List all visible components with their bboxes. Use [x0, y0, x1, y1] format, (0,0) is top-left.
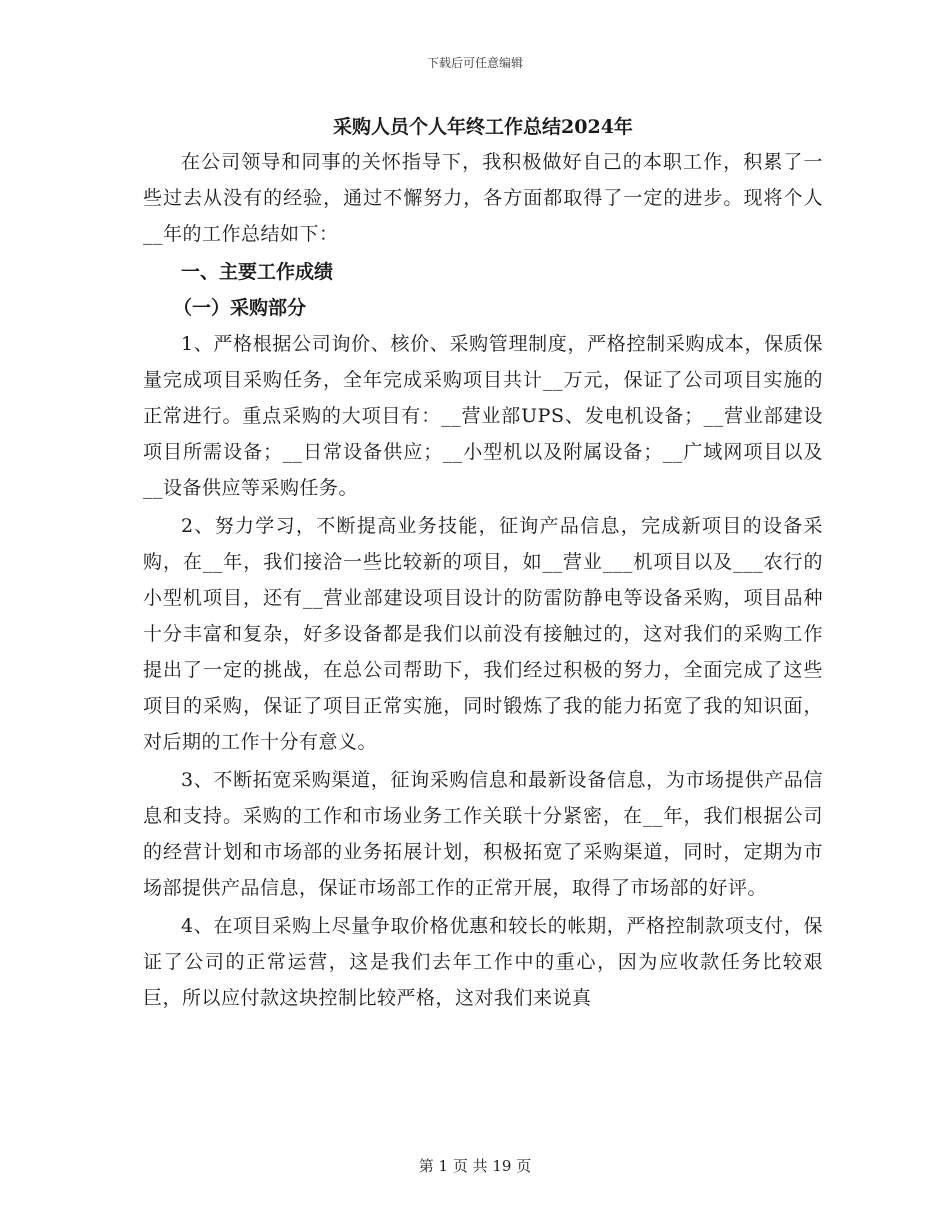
page-footer-number: 第 1 页 共 19 页: [418, 1157, 532, 1175]
body-paragraph-1: 1、严格根据公司询价、核价、采购管理制度，严格控制采购成本，保质保量完成项目采购任务，全年完成采购项目共计__万元，保证了公司项目实施的正常进行。重点采购的大项目有：__营业部UPS、发电机设备；__营业部建设项目所需设备；__日常设备供应；__小型机以及附属设备；__广域网项目以及__设备供应等采购任务。: [143, 333, 823, 499]
body-paragraph-2: 2、努力学习，不断提高业务技能，征询产品信息，完成新项目的设备采购，在__年，我们接洽一些比较新的项目，如__营业___机项目以及___农行的小型机项目，还有__营业部建设项目设计的防雷防静电等设备采购，项目品种十分丰富和复杂，好多设备都是我们以前没有接触过的，这对我们的采购工作提出了一定的挑战，在总公司帮助下，我们经过积极的努力，全面完成了这些项目的采购，保证了项目正常实施，同时锻炼了我的能力拓宽了我的知识面，对后期的工作十分有意义。: [143, 515, 823, 753]
page-header-note: 下载后可任意编辑: [426, 56, 523, 70]
document-title: 采购人员个人年终工作总结2024年: [333, 116, 633, 138]
body-paragraph-3: 3、不断拓宽采购渠道，征询采购信息和最新设备信息，为市场提供产品信息和支持。采购的工作和市场业务工作关联十分紧密，在__年，我们根据公司的经营计划和市场部的业务拓展计划，积极拓宽了采购渠道，同时，定期为市场部提供产品信息，保证市场部工作的正常开展，取得了市场部的好评。: [143, 769, 823, 899]
subsection-heading: （一）采购部分: [173, 297, 307, 319]
body-paragraph-4: 4、在项目采购上尽量争取价格优惠和较长的帐期，严格控制款项支付，保证了公司的正常运营，这是我们去年工作中的重心，因为应收款任务比较艰巨，所以应付款这块控制比较严格，这对我们来说真: [143, 915, 823, 1009]
document-body: [143, 110, 823, 1018]
section-heading: 一、主要工作成绩: [181, 261, 334, 283]
intro-paragraph: 在公司领导和同事的关怀指导下，我积极做好自己的本职工作，积累了一些过去从没有的经验，通过不懈努力，各方面都取得了一定的进步。现将个人__年的工作总结如下：: [143, 151, 823, 245]
